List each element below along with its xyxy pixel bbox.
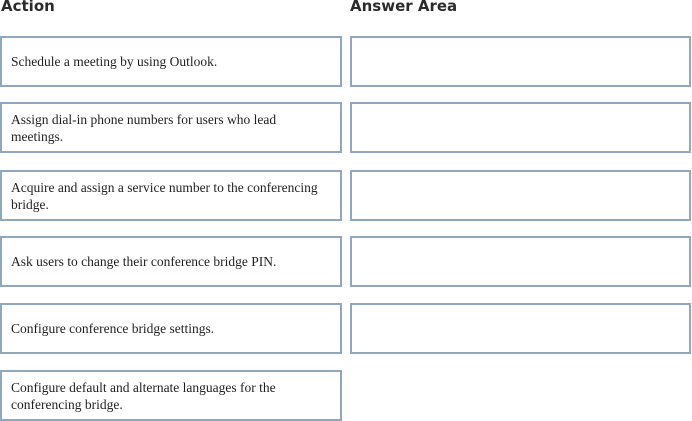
action-item-label: Configure default and alternate languages for the conferencing bridge. <box>11 379 276 412</box>
answer-slot[interactable] <box>350 102 691 153</box>
answer-slot[interactable] <box>350 303 691 354</box>
action-item-label: Assign dial-in phone numbers for users who lead meetings. <box>11 111 277 144</box>
answer-slot[interactable] <box>350 170 691 221</box>
answer-slot[interactable] <box>350 36 691 87</box>
action-heading: Action <box>1 0 55 15</box>
action-item[interactable] <box>0 170 342 221</box>
action-item[interactable] <box>0 102 342 153</box>
action-item-label: Configure conference bridge settings. <box>11 321 215 336</box>
action-item-label: Schedule a meeting by using Outlook. <box>11 54 218 69</box>
action-item[interactable] <box>0 303 342 354</box>
action-item-label: Ask users to change their conference bridge PIN. <box>11 254 277 269</box>
answer-area-heading: Answer Area <box>350 0 458 15</box>
action-item[interactable] <box>0 36 342 87</box>
action-item-label: Acquire and assign a service number to the conferencing bridge. <box>11 179 318 212</box>
action-item[interactable] <box>0 370 342 421</box>
action-item[interactable] <box>0 236 342 287</box>
answer-slot[interactable] <box>350 236 691 287</box>
